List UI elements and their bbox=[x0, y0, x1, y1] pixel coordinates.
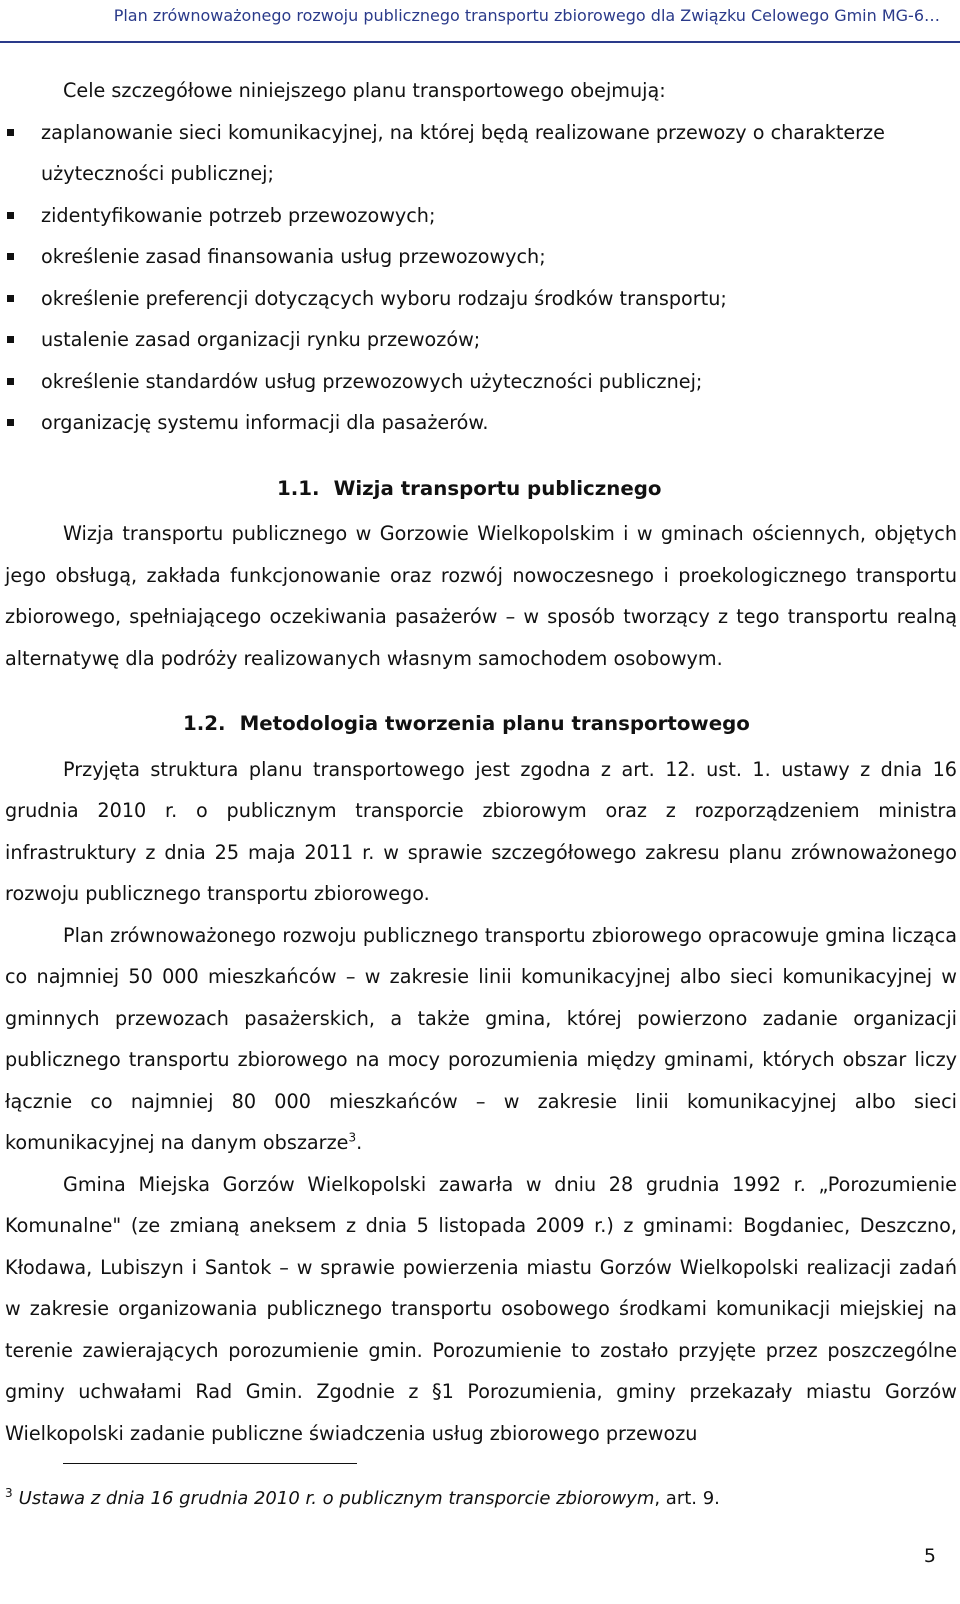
list-item bbox=[5, 112, 957, 195]
objectives-list bbox=[5, 112, 957, 444]
square-bullet-icon bbox=[7, 336, 14, 343]
list-item-text: określenie standardów usług przewozowych użyteczności publicznej; bbox=[41, 369, 703, 393]
section-title: Wizja transportu publicznego bbox=[333, 476, 662, 500]
intro-text: Cele szczegółowe niniejszego planu transportowego obejmują: bbox=[63, 79, 666, 102]
vision-paragraph: Wizja transportu publicznego w Gorzowie Wielkopolskim i w gminach ościennych, objętych jego obsługą, zakłada funkcjonowanie oraz rozwój nowoczesnego i proekologicznego transportu zbiorowego, spełniającego oczekiwania pasażerów – w sposób tworzący z tego transportu realną alternatywę dla podróży realizowanych własnym samochodem osobowym. bbox=[5, 522, 957, 670]
section-title: Metodologia tworzenia planu transportowego bbox=[239, 712, 750, 735]
square-bullet-icon bbox=[7, 129, 14, 136]
footnote bbox=[5, 1484, 720, 1514]
list-item bbox=[5, 402, 957, 444]
section-heading-1-2 bbox=[183, 703, 957, 745]
square-bullet-icon bbox=[7, 419, 14, 426]
section-heading-1-1 bbox=[277, 468, 957, 510]
page-number: 5 bbox=[923, 1545, 936, 1567]
list-item-text: określenie zasad finansowania usług przewozowych; bbox=[41, 245, 546, 268]
paragraph-text: Plan zrównoważonego rozwoju publicznego transportu zbiorowego opracowuje gmina licząca co najmniej 50 000 mieszkańców – w zakresie linii komunikacyjnej albo sieci komunikacyjnej w gminnych przewozach pasażerskich, a także gmina, której powierzono zadanie organizacji publicznego transportu zbiorowego na mocy porozumienia między gminami, których obszar liczy łącznie co najmniej 80 000 mieszkańców – w zakresie linii komunikacyjnej albo sieci komunikacyjnej na danym obszarze bbox=[5, 923, 957, 1154]
list-item bbox=[5, 236, 957, 278]
square-bullet-icon bbox=[7, 295, 14, 302]
footnote-rest-text: , art. 9. bbox=[654, 1488, 720, 1509]
list-item-text: organizację systemu informacji dla pasażerów. bbox=[41, 411, 489, 434]
running-header bbox=[0, 0, 960, 43]
methodology-paragraph-3: Gmina Miejska Gorzów Wielkopolski zawarła w dniu 28 grudnia 1992 r. „Porozumienie Komunalne" (ze zmianą aneksem z dnia 5 listopada 2009 r.) z gminami: Bogdaniec, Deszczno, Kłodawa, Lubiszyn i Santok – w sprawie powierzenia miastu Gorzów Wielkopolski realizacji zadań w zakresie organizowania publicznego transportu osobowego środkami komunikacji miejskiej na terenie zawierających porozumienie gmin. Porozumienie to zostało przyjęte przez poszczególne gminy uchwałami Rad Gmin. Zgodnie z §1 Porozumienia, gminy przekazały miastu Gorzów Wielkopolski zadanie publiczne świadczenia usług zbiorowego przewozu bbox=[5, 1172, 957, 1445]
methodology-paragraph-1: Przyjęta struktura planu transportowego jest zgodna z art. 12. ust. 1. ustawy z dnia 16 grudnia 2010 r. o publicznym transporcie zbiorowym oraz z rozporządzeniem ministra infrastruktury z dnia 25 maja 2011 r. w sprawie szczegółowego zakresu planu zrównoważonego rozwoju publicznego transportu zbiorowego. bbox=[5, 757, 957, 905]
list-item bbox=[5, 278, 957, 320]
list-item-text: zaplanowanie sieci komunikacyjnej, na której będą realizowane przewozy o charakterze użyteczności publicznej; bbox=[41, 120, 885, 185]
footnote-italic-text: Ustawa z dnia 16 grudnia 2010 r. o publicznym transporcie zbiorowym bbox=[18, 1488, 655, 1509]
square-bullet-icon bbox=[7, 253, 14, 260]
list-item bbox=[5, 361, 957, 403]
methodology-paragraph-2 bbox=[5, 915, 957, 1164]
header-title: Plan zrównoważonego rozwoju publicznego transportu zbiorowego dla Związku Celowego Gmin MG-6… bbox=[113, 6, 940, 25]
footnote-number: 3 bbox=[5, 1486, 13, 1500]
list-item-text: zidentyfikowanie potrzeb przewozowych; bbox=[41, 203, 436, 227]
paragraph-end: . bbox=[356, 1131, 363, 1154]
list-item bbox=[5, 319, 957, 361]
section-number: 1.2. bbox=[183, 712, 226, 735]
list-item bbox=[5, 195, 957, 237]
section-number: 1.1. bbox=[277, 476, 320, 500]
footnote-separator bbox=[63, 1463, 357, 1464]
square-bullet-icon bbox=[7, 212, 14, 219]
page-content bbox=[5, 70, 957, 1454]
square-bullet-icon bbox=[7, 378, 14, 385]
list-item-text: ustalenie zasad organizacji rynku przewozów; bbox=[41, 328, 481, 351]
footnote-reference[interactable]: 3 bbox=[348, 1130, 357, 1145]
list-item-text: określenie preferencji dotyczących wyboru rodzaju środków transportu; bbox=[41, 286, 727, 310]
